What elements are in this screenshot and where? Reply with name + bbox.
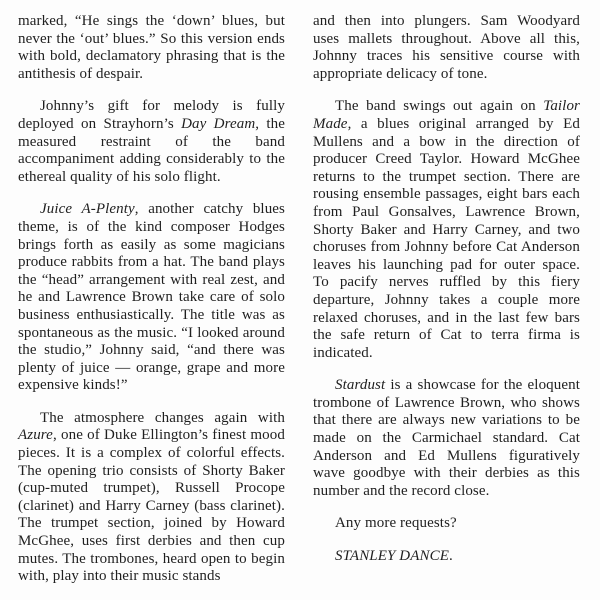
text-run: Any more requests? (335, 515, 457, 532)
paragraph (313, 515, 580, 533)
italic-run: STANLEY DANCE (335, 548, 449, 565)
italic-run: Azure (18, 427, 53, 444)
text-run: , the measured restraint of the band accompaniment adding considerably to the ethereal quality of his solo flight. (18, 115, 286, 185)
text-run: and then into plungers. Sam Woodyard uses mallets throughout. Above all this, Johnny traces his sensitive course with appropriate delicacy of tone. (313, 13, 580, 82)
text-run: marked, “He sings the ‘down’ blues, but never the ‘out’ blues.” So this version ends with bold, declamatory phrasing that is the antithesis of despair. (18, 13, 285, 82)
italic-run: Tailor Made (313, 98, 580, 132)
paragraph (313, 98, 580, 362)
text-run: , a blues original arranged by Ed Mullens and a bow in the direction of producer Creed Taylor. Howard McGhee returns to the trumpet section. There are rousing ensemble passages, eight bars each from Paul Gonsalves, Lawrence Brown, Shorty Baker and Harry Carney, and two choruses from Johnny before Cat Anderson leaves his launching pad for outer space. To pacify nerves ruffled by this fiery departure, Johnny takes a couple more relaxed choruses, and in the last few bars the safe return of Cat to terra firma is indicated. (313, 115, 580, 361)
text-run: . (448, 548, 453, 565)
text-run: , one of Duke Ellington’s finest mood pieces. It is a complex of colorful effects. The opening trio consists of Shorty Baker (cup-muted trumpet), Russell Procope (clarinet) and Harry Carney (bass clarinet). The trumpet section, joined by Howard McGhee, uses first derbies and then cup mutes. The trombones, heard open to begin with, play into their music stands (18, 427, 285, 585)
text-column-right (313, 13, 580, 600)
text-run: is a showcase for the eloquent trombone of Lawrence Brown, who shows that there are always new variations to be made on the Carmichael standard. Cat Anderson and Ed Mullens figuratively wave goodbye with their derbies as this number and the record close. (313, 377, 580, 499)
italic-run: Stardust (335, 377, 386, 394)
italic-run: Day Dream (181, 115, 256, 132)
text-run: The atmosphere changes again with (40, 409, 285, 426)
paragraph (313, 13, 580, 83)
text-run: , another catchy blues theme, is of the kind composer Hodges brings forth as easily as some magicians produce rabbits from a hat. The band plays the “head” arrangement with real zest, and he and Lawrence Brown take care of solo business enthusiastically. The title was as spontaneous as the music. “I looked around the studio,” Johnny said, “and there was plenty of juice — orange, grape and more expensive kinds!” (18, 201, 285, 394)
paragraph (313, 377, 580, 500)
text-column-left (18, 13, 285, 600)
paragraph (18, 98, 285, 186)
italic-run: Juice A-Plenty (40, 201, 135, 218)
paragraph (18, 13, 285, 83)
text-run: The band swings out again on (335, 98, 544, 115)
text-run: Johnny’s gift for melody is fully deployed on Strayhorn’s (18, 98, 285, 132)
author-signature (313, 548, 580, 566)
paragraph (18, 410, 285, 586)
paragraph (18, 201, 285, 395)
